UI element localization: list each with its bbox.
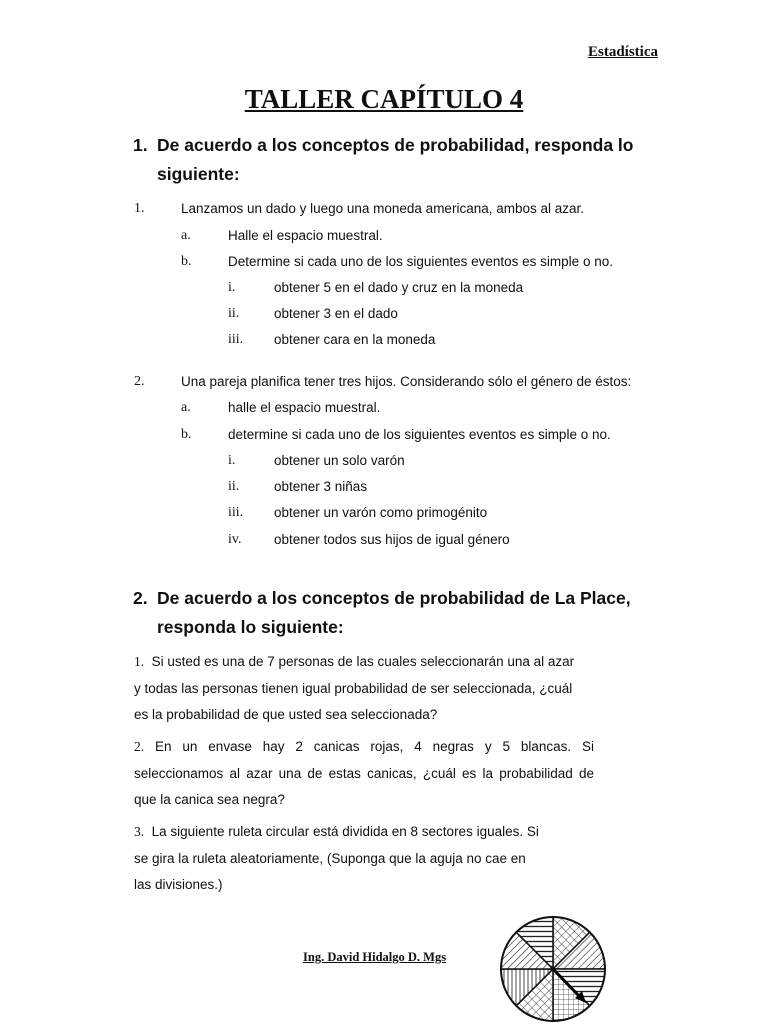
q1-text: Lanzamos un dado y luego una moneda americana, ambos al azar. [181, 201, 585, 216]
problem-2-line-2: seleccionamos al azar una de estas canicas, ¿cuál es la probabilidad de [134, 765, 594, 781]
q1-sub-text: obtener 5 en el dado y cruz en la moneda [274, 280, 524, 295]
q1-sub-marker: i. [228, 280, 236, 295]
problem-3 [134, 819, 594, 899]
q2-sub-text: obtener todos sus hijos de igual género [274, 532, 510, 547]
q1-sub-marker: iii. [228, 332, 244, 347]
section-1-number: 1. [133, 135, 148, 155]
page-title: TALLER CAPÍTULO 4 [244, 84, 524, 114]
q2-sub-text: obtener un solo varón [274, 453, 405, 468]
problem-1-number: 1. [134, 654, 145, 669]
q2-sub-marker: ii. [228, 479, 240, 494]
problem-2-line-1 [134, 734, 594, 761]
problem-3-line-2: se gira la ruleta aleatoriamente, (Suponga que la aguja no cae en [134, 850, 526, 866]
section-2-heading-text: De acuerdo a los conceptos de probabilidad de La Place, responda lo siguiente: [157, 588, 631, 637]
problem-3-line-3: las divisiones.) [134, 877, 223, 892]
problem-3-line-1-text: La siguiente ruleta circular está dividida en 8 sectores iguales. Si [151, 824, 539, 839]
section-2-heading [133, 584, 653, 642]
subject-header: Estadística [587, 44, 658, 60]
problem-1-line-1 [134, 649, 594, 676]
q1-b-text: Determine si cada uno de los siguientes eventos es simple o no. [228, 254, 613, 269]
footer-author: Ing. David Hidalgo D. Mgs [303, 950, 447, 964]
problem-1-line-3: es la probabilidad de que usted sea seleccionada? [134, 707, 438, 722]
q1-b-marker: b. [181, 254, 192, 269]
q2-b-text: determine si cada uno de los siguientes eventos es simple o no. [228, 427, 611, 442]
section-1-heading [133, 131, 653, 189]
q2-number: 2. [134, 374, 145, 389]
roulette-wheel [498, 914, 608, 1024]
q2-sub-text: obtener un varón como primogénito [274, 505, 488, 520]
problem-1 [134, 649, 594, 729]
section-1-heading-text: De acuerdo a los conceptos de probabilidad, responda lo siguiente: [157, 135, 634, 184]
problem-3-line-1 [134, 819, 594, 846]
q1-a-marker: a. [181, 228, 191, 243]
problem-2-number: 2. [134, 739, 145, 754]
q2-b-marker: b. [181, 427, 192, 442]
problem-1-line-2: y todas las personas tienen igual probabilidad de ser seleccionada, ¿cuál [134, 680, 573, 696]
problem-2 [134, 734, 594, 814]
problem-1-line-1-text: Si usted es una de 7 personas de las cuales seleccionarán una al azar [151, 654, 575, 669]
problem-2-line-3: que la canica sea negra? [134, 792, 285, 807]
q1-sub-marker: ii. [228, 306, 240, 321]
problem-2-line-1-text: En un envase hay 2 canicas rojas, 4 negras y 5 blancas. Si [155, 739, 594, 754]
q1-sub-text: obtener cara en la moneda [274, 332, 436, 347]
q2-text: Una pareja planifica tener tres hijos. Considerando sólo el género de éstos: [181, 374, 632, 389]
section-2-number: 2. [133, 588, 148, 608]
q1-number: 1. [134, 201, 145, 216]
q2-a-marker: a. [181, 400, 191, 415]
q2-sub-marker: iii. [228, 505, 244, 520]
q1-sub-text: obtener 3 en el dado [274, 306, 398, 321]
q2-a-text: halle el espacio muestral. [228, 400, 381, 415]
q1-a-text: Halle el espacio muestral. [228, 228, 383, 243]
problem-3-number: 3. [134, 824, 145, 839]
q2-sub-marker: iv. [228, 532, 242, 547]
q2-sub-marker: i. [228, 453, 236, 468]
q2-sub-text: obtener 3 niñas [274, 479, 368, 494]
